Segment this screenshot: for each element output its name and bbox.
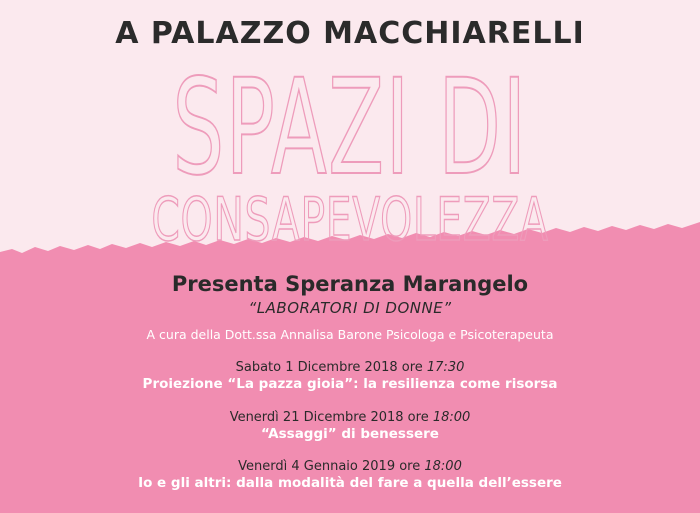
curator: A cura della Dott.ssa Annalisa Barone Psicologa e Psicoterapeuta xyxy=(146,327,554,342)
title-line1: SPAZI DI xyxy=(172,51,528,205)
title-line2: CONSAPEVOLEZZA xyxy=(151,185,549,255)
venue-heading: A PALAZZO MACCHIARELLI xyxy=(115,16,585,51)
event-date: Sabato 1 Dicembre 2018 ore 17:30 xyxy=(235,360,465,375)
event-date: Venerdì 4 Gennaio 2019 ore 18:00 xyxy=(238,459,462,474)
event-date: Venerdì 21 Dicembre 2018 ore 18:00 xyxy=(229,410,471,425)
presenter: Presenta Speranza Marangelo xyxy=(171,272,529,296)
subtitle: “LABORATORI DI DONNE” xyxy=(248,299,452,317)
event-title: “Assaggi” di benessere xyxy=(261,426,439,442)
event-title: Io e gli altri: dalla modalità del fare a quella dell’essere xyxy=(138,475,562,491)
event-title: Proiezione “La pazza gioia”: la resilienza come risorsa xyxy=(142,376,558,392)
